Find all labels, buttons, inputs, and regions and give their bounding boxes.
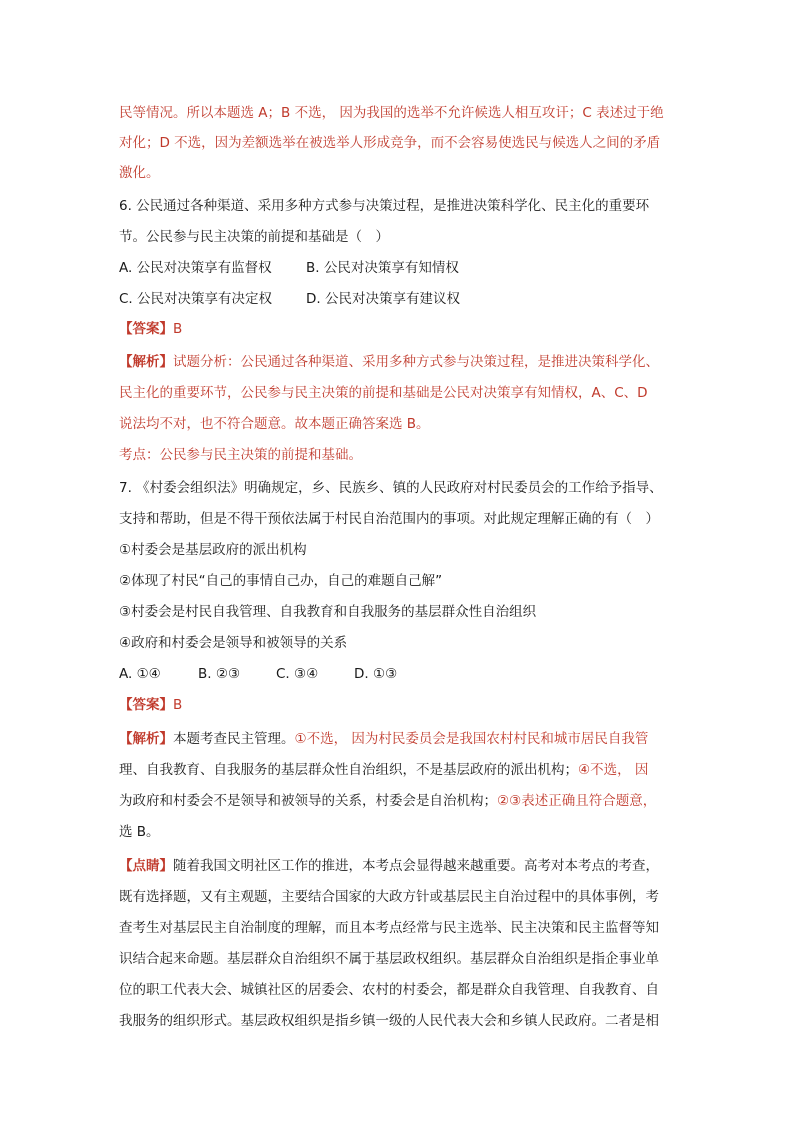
analysis-tag: 【解析】 (119, 354, 173, 370)
q7-dianjing-line-5: 位的职工代表大会、城镇社区的居委会、农村的村委会，都是群众自我管理、自我教育、自 (119, 982, 659, 998)
analysis-text-red: ②③表述正确且符合题意， (497, 793, 657, 809)
q6-stem-line-2: 节。公民参与民主决策的前提和基础是（ ） (119, 229, 389, 245)
q7-option-c: C. ③④ (276, 666, 319, 682)
q7-analysis-line-2 (119, 760, 648, 780)
answer-tag: 【答案】 (119, 697, 173, 713)
q7-analysis-line-1 (119, 729, 648, 749)
analysis-text: 理、自我教育、自我服务的基层群众性自治组织，不是基层政府的派出机构； (119, 762, 578, 778)
q6-kaodian: 考点：公民参与民主决策的前提和基础。 (119, 447, 362, 463)
q7-dianjing-line-6: 我服务的组织形式。基层政权组织是指乡镇一级的人民代表大会和乡镇人民政府。二者是相 (119, 1013, 659, 1029)
q6-option-c: C. 公民对决策享有决定权 (119, 291, 273, 307)
q7-dianjing-line-1 (119, 856, 659, 876)
analysis-text: 本题考查民主管理。 (173, 731, 295, 747)
analysis-text: 为政府和村委会不是领导和被领导的关系，村委会是自治机构； (119, 793, 497, 809)
q6-analysis-line-2: 民主化的重要环节，公民参与民主决策的前提和基础是公民对决策享有知情权，A、C、D (119, 385, 648, 401)
q6-analysis-line-1 (119, 352, 659, 372)
q7-item-1: ①村委会是基层政府的派出机构 (119, 542, 307, 558)
answer-tag: 【答案】 (119, 321, 173, 337)
q7-analysis-line-3 (119, 791, 656, 811)
q6-analysis-line-3: 说法均不对，也不符合题意。故本题正确答案选 B。 (119, 416, 430, 432)
q7-option-d: D. ①③ (354, 666, 398, 682)
q6-answer-line (119, 319, 182, 339)
prev-analysis-line-1: 民等情况。所以本题选 A；B 不选， 因为我国的选举不允许候选人相互攻讦；C 表述过于绝 (119, 105, 664, 121)
q7-item-4: ④政府和村委会是领导和被领导的关系 (119, 635, 348, 651)
q7-analysis-line-4: 选 B。 (119, 824, 160, 840)
q6-option-b: B. 公民对决策享有知情权 (306, 260, 459, 276)
q7-option-a: A. ①④ (119, 666, 161, 682)
q7-option-b: B. ②③ (198, 666, 241, 682)
q7-stem-line-1: 7. 《村委会组织法》明确规定，乡、民族乡、镇的人民政府对村民委员会的工作给予指导、 (119, 480, 663, 496)
q7-dianjing-line-2: 既有选择题，又有主观题，主要结合国家的大政方针或基层民主自治过程中的具体事例，考 (119, 889, 659, 905)
q6-stem-line-1: 6. 公民通过各种渠道、采用多种方式参与决策过程，是推进决策科学化、民主化的重要环 (119, 198, 650, 214)
q7-stem-line-2: 支持和帮助，但是不得干预依法属于村民自治范围内的事项。对此规定理解正确的有（ ） (119, 511, 659, 527)
prev-analysis-line-2: 对化；D 不选，因为差额选举在被选举人形成竞争，而不会容易使选民与候选人之间的矛盾 (119, 135, 661, 151)
q6-option-d: D. 公民对决策享有建议权 (306, 291, 460, 307)
dianjing-tag: 【点睛】 (119, 858, 173, 874)
q7-item-3: ③村委会是村民自我管理、自我教育和自我服务的基层群众性自治组织 (119, 604, 537, 620)
analysis-text-red: ④不选， 因 (578, 762, 649, 778)
answer-value: B (173, 697, 183, 713)
q6-option-a: A. 公民对决策享有监督权 (119, 260, 272, 276)
dianjing-text: 随着我国文明社区工作的推进，本考点会显得越来越重要。高考对本考点的考查， (173, 858, 659, 874)
analysis-tag: 【解析】 (119, 731, 173, 747)
analysis-text-red: ①不选， 因为村民委员会是我国农村村民和城市居民自我管 (294, 731, 649, 747)
prev-analysis-line-3: 激化。 (119, 165, 160, 181)
answer-value: B (173, 321, 183, 337)
q7-answer-line (119, 695, 182, 715)
q7-item-2: ②体现了村民“自己的事情自己办，自己的难题自己解” (119, 573, 443, 589)
analysis-text: 试题分析：公民通过各种渠道、采用多种方式参与决策过程，是推进决策科学化、 (173, 354, 659, 370)
q7-dianjing-line-4: 识结合起来命题。基层群众自治组织不属于基层政权组织。基层群众自治组织是指企事业单 (119, 951, 659, 967)
q7-dianjing-line-3: 查考生对基层民主自治制度的理解，而且本考点经常与民主选举、民主决策和民主监督等知 (119, 920, 659, 936)
